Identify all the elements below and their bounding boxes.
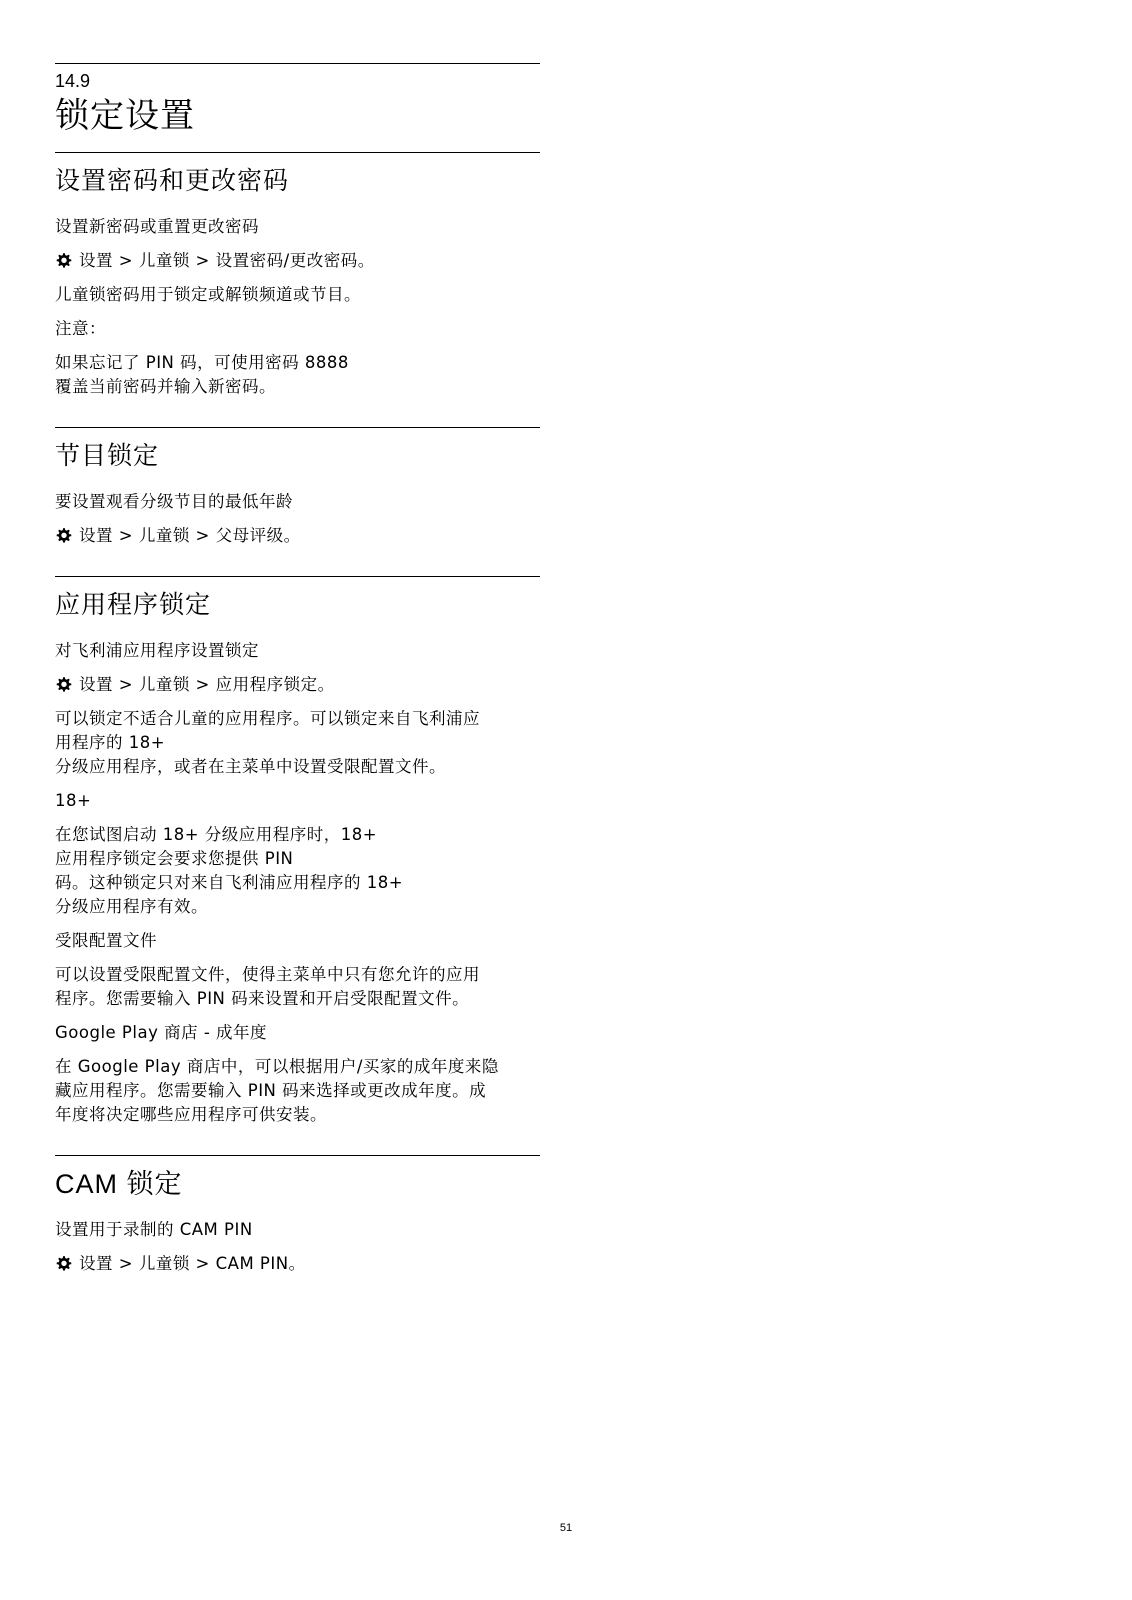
section-program-lock [55,427,540,548]
section-lead: 设置新密码或重置更改密码 [55,217,259,236]
section-cam-lock [55,1155,540,1276]
menu-path [55,524,540,548]
section-lead: 设置用于录制的 CAM PIN [55,1220,253,1239]
note-label: 注意： [55,319,106,338]
gear-icon [55,676,73,694]
note-text: 如果忘记了 PIN 码，可使用密码 8888 覆盖当前密码并输入新密码。 [55,353,349,396]
gear-icon [55,527,73,545]
section-rule [55,152,540,153]
page-number: 51 [559,1522,573,1534]
section-rule [55,576,540,577]
subsection-text: 在您试图启动 18+ 分级应用程序时，18+ 应用程序锁定会要求您提供 PIN 码。这种锁定只对来自飞利浦应用程序的 18+ 分级应用程序有效。 [55,825,404,916]
section-title: CAM 锁定 [55,1169,183,1199]
menu-path [55,1252,540,1276]
section-app-lock [55,576,540,1127]
section-lead: 要设置观看分级节目的最低年龄 [55,492,293,511]
section-title: 应用程序锁定 [55,590,212,619]
section-rule [55,427,540,428]
subsection-label: 受限配置文件 [55,931,157,950]
menu-path [55,673,540,697]
menu-path-text: 设置 > 儿童锁 > CAM PIN。 [79,1254,306,1273]
section-title: 设置密码和更改密码 [55,166,290,195]
section-description: 可以锁定不适合儿童的应用程序。可以锁定来自飞利浦应 用程序的 18+ 分级应用程序，或者在主菜单中设置受限配置文件。 [55,709,480,776]
menu-path-text: 设置 > 儿童锁 > 父母评级。 [79,526,301,545]
menu-path-text: 设置 > 儿童锁 > 设置密码/更改密码。 [79,251,375,270]
section-description: 儿童锁密码用于锁定或解锁频道或节目。 [55,285,361,304]
menu-path-text: 设置 > 儿童锁 > 应用程序锁定。 [79,675,335,694]
menu-path [55,249,540,273]
subsection-text: 可以设置受限配置文件，使得主菜单中只有您允许的应用 程序。您需要输入 PIN 码来设置和开启受限配置文件。 [55,965,480,1008]
section-title: 节目锁定 [55,441,160,470]
page-content [55,63,540,1286]
chapter-top-rule [55,63,540,64]
section-rule [55,1155,540,1156]
subsection-text: 在 Google Play 商店中，可以根据用户/买家的成年度来隐 藏应用程序。您需要输入 PIN 码来选择或更改成年度。成 年度将决定哪些应用程序可供安装。 [55,1057,499,1124]
chapter-title: 锁定设置 [55,96,195,136]
gear-icon [55,252,73,270]
chapter-number: 14.9 [55,71,91,91]
section-password [55,152,540,399]
section-lead: 对飞利浦应用程序设置锁定 [55,641,259,660]
subsection-label: Google Play 商店 - 成年度 [55,1023,268,1042]
subsection-label: 18+ [55,791,92,810]
gear-icon [55,1255,73,1273]
